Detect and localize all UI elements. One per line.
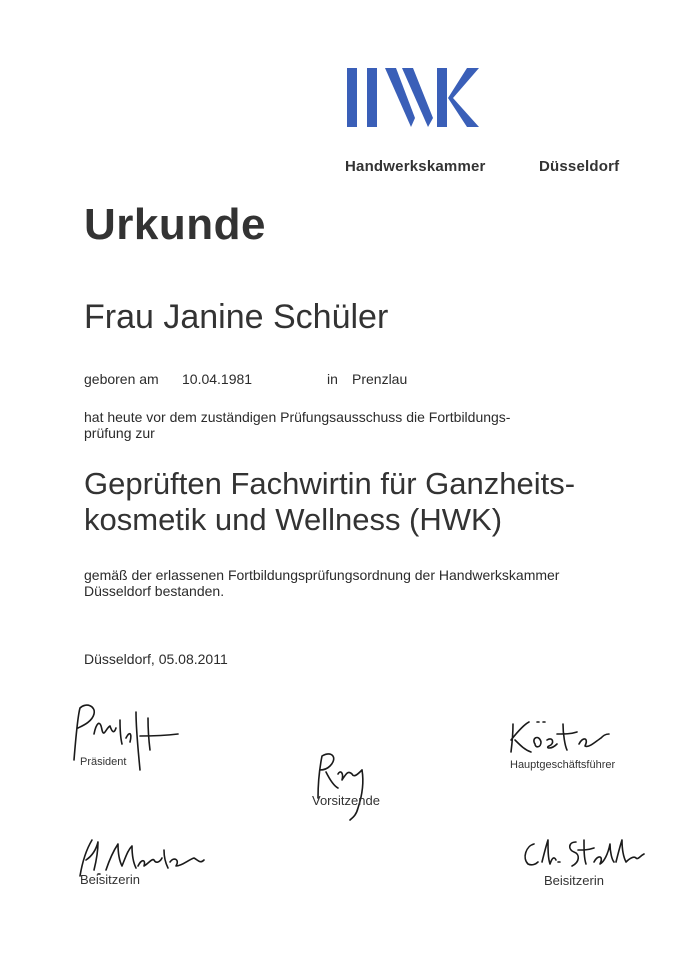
exam-statement: hat heute vor dem zuständigen Prüfungsausschuss die Fortbildungs- prüfung zur [84, 409, 511, 441]
place-date: Düsseldorf, 05.08.2011 [84, 651, 228, 667]
org-name: Handwerkskammer [345, 158, 486, 175]
birth-in-label: in [327, 371, 338, 387]
role-beisitzerin-2: Beisitzerin [544, 873, 604, 888]
legal-statement: gemäß der erlassenen Fortbildungsprüfungsordnung der Handwerkskammer Düsseldorf bestanden. [84, 567, 560, 599]
org-city: Düsseldorf [539, 158, 620, 175]
birth-date: 10.04.1981 [182, 371, 253, 387]
birth-place: Prenzlau [352, 371, 408, 387]
document-title: Urkunde [84, 200, 266, 249]
role-praesident: Präsident [80, 756, 127, 768]
role-vorsitzende: Vorsitzende [312, 793, 380, 808]
role-beisitzerin-1: Beisitzerin [80, 872, 140, 887]
signature-beisitzerin-2 [518, 832, 648, 872]
birth-label: geboren am [84, 371, 159, 387]
role-hauptgeschaeftsfuehrer: Hauptgeschäftsführer [510, 759, 616, 771]
recipient-name: Frau Janine Schüler [84, 298, 389, 336]
signature-hauptgeschaeftsfuehrer [505, 716, 615, 758]
hwk-logo [345, 66, 485, 128]
signature-vorsitzende [308, 748, 380, 822]
qualification-title: Geprüften Fachwirtin für Ganzheits- kosmetik und Wellness (HWK) [84, 466, 576, 537]
